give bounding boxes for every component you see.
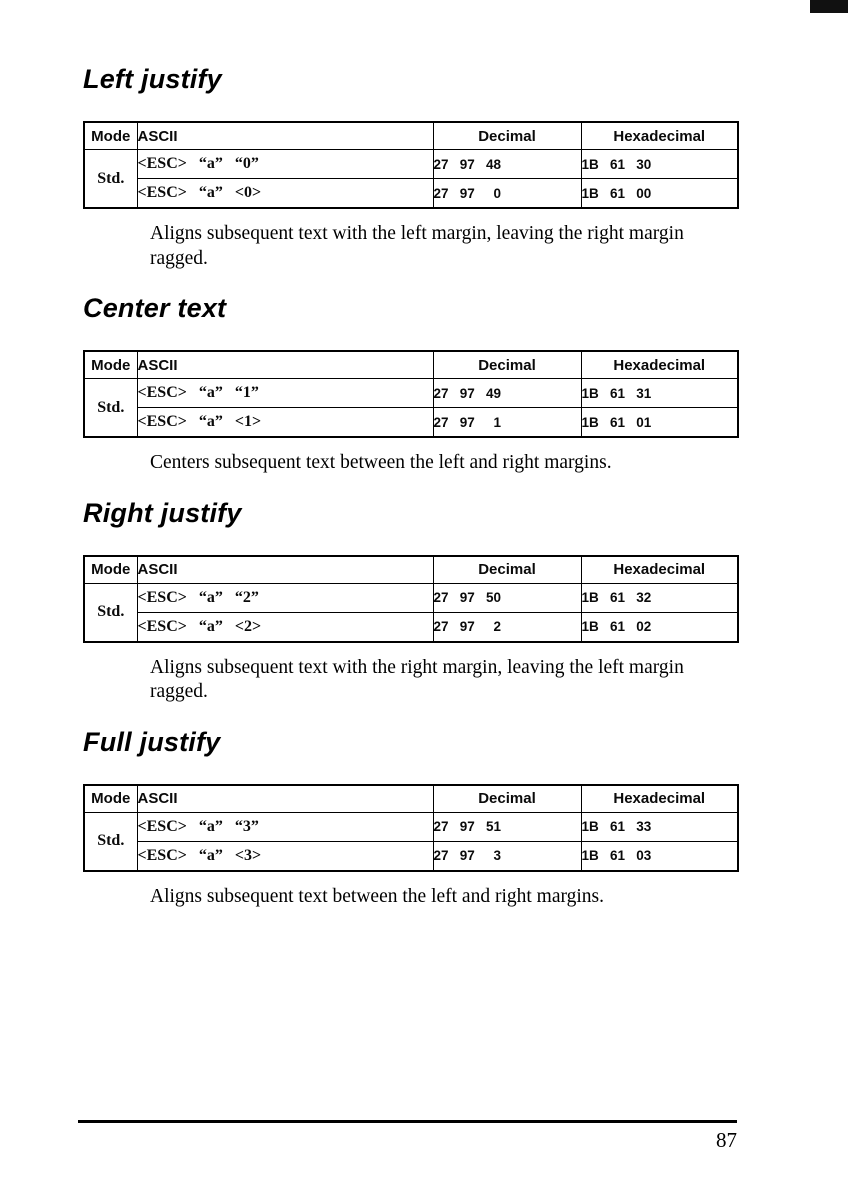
- description-line: Aligns subsequent text between the left and right margins.: [150, 885, 605, 907]
- description-line: ragged.: [150, 681, 208, 703]
- page-corner-mark: [810, 0, 848, 13]
- ascii-cell: <ESC> “a” “3”: [137, 812, 433, 841]
- col-header-ascii: ASCII: [137, 785, 433, 813]
- table-row: [84, 379, 738, 408]
- col-header-mode: Mode: [84, 556, 137, 584]
- table-header-row: [84, 351, 738, 379]
- section-description: [150, 656, 738, 705]
- col-header-ascii: ASCII: [137, 556, 433, 584]
- col-header-hexadecimal: Hexadecimal: [581, 122, 738, 150]
- section-full-justify: [83, 727, 737, 910]
- col-header-decimal: Decimal: [433, 122, 581, 150]
- decimal-cell: 27 97 49: [433, 379, 581, 408]
- ascii-cell: <ESC> “a” “0”: [137, 150, 433, 179]
- description-line: Centers subsequent text between the left and right margins.: [150, 452, 612, 474]
- description-line: ragged.: [150, 247, 208, 269]
- mode-cell: Std.: [84, 150, 137, 209]
- section-description: [150, 451, 738, 476]
- decimal-cell: 27 97 2: [433, 612, 581, 642]
- command-table-center-text: [83, 350, 739, 438]
- ascii-cell: <ESC> “a” <1>: [137, 408, 433, 438]
- hex-cell: 1B 61 03: [581, 841, 738, 871]
- col-header-hexadecimal: Hexadecimal: [581, 785, 738, 813]
- col-header-decimal: Decimal: [433, 785, 581, 813]
- hex-cell: 1B 61 30: [581, 150, 738, 179]
- col-header-ascii: ASCII: [137, 122, 433, 150]
- hex-cell: 1B 61 00: [581, 179, 738, 209]
- table-row: [84, 612, 738, 642]
- section-title-full-justify: Full justify: [83, 726, 221, 757]
- section-right-justify: [83, 498, 737, 705]
- command-table-left-justify: [83, 121, 739, 209]
- command-table-right-justify: [83, 555, 739, 643]
- col-header-hexadecimal: Hexadecimal: [581, 556, 738, 584]
- table-row: [84, 812, 738, 841]
- hex-cell: 1B 61 32: [581, 583, 738, 612]
- ascii-cell: <ESC> “a” <2>: [137, 612, 433, 642]
- hex-cell: 1B 61 31: [581, 379, 738, 408]
- decimal-cell: 27 97 0: [433, 179, 581, 209]
- hex-cell: 1B 61 02: [581, 612, 738, 642]
- table-row: [84, 841, 738, 871]
- col-header-mode: Mode: [84, 351, 137, 379]
- section-title-center-text: Center text: [83, 293, 227, 324]
- page-content: [83, 64, 737, 931]
- mode-cell: Std.: [84, 583, 137, 642]
- decimal-cell: 27 97 1: [433, 408, 581, 438]
- decimal-cell: 27 97 51: [433, 812, 581, 841]
- mode-cell: Std.: [84, 379, 137, 438]
- mode-cell: Std.: [84, 812, 137, 871]
- table-row: [84, 179, 738, 209]
- hex-cell: 1B 61 01: [581, 408, 738, 438]
- col-header-hexadecimal: Hexadecimal: [581, 351, 738, 379]
- section-title-left-justify: Left justify: [83, 64, 222, 94]
- col-header-mode: Mode: [84, 785, 137, 813]
- description-line: Aligns subsequent text with the right margin, leaving the left margin: [150, 656, 684, 678]
- section-title-right-justify: Right justify: [83, 497, 242, 528]
- decimal-cell: 27 97 48: [433, 150, 581, 179]
- col-header-mode: Mode: [84, 122, 137, 150]
- table-row: [84, 583, 738, 612]
- ascii-cell: <ESC> “a” “1”: [137, 379, 433, 408]
- table-row: [84, 408, 738, 438]
- table-row: [84, 150, 738, 179]
- table-header-row: [84, 556, 738, 584]
- section-description: [150, 885, 738, 910]
- decimal-cell: 27 97 3: [433, 841, 581, 871]
- ascii-cell: <ESC> “a” <3>: [137, 841, 433, 871]
- col-header-ascii: ASCII: [137, 351, 433, 379]
- ascii-cell: <ESC> “a” “2”: [137, 583, 433, 612]
- page-number: 87: [716, 1128, 737, 1152]
- hex-cell: 1B 61 33: [581, 812, 738, 841]
- section-center-text: [83, 293, 737, 476]
- section-description: [150, 222, 738, 271]
- table-header-row: [84, 785, 738, 813]
- ascii-cell: <ESC> “a” <0>: [137, 179, 433, 209]
- col-header-decimal: Decimal: [433, 556, 581, 584]
- decimal-cell: 27 97 50: [433, 583, 581, 612]
- section-left-justify: [83, 64, 737, 271]
- footer-rule: [78, 1120, 737, 1123]
- command-table-full-justify: [83, 784, 739, 872]
- description-line: Aligns subsequent text with the left margin, leaving the right margin: [150, 223, 684, 244]
- col-header-decimal: Decimal: [433, 351, 581, 379]
- table-header-row: [84, 122, 738, 150]
